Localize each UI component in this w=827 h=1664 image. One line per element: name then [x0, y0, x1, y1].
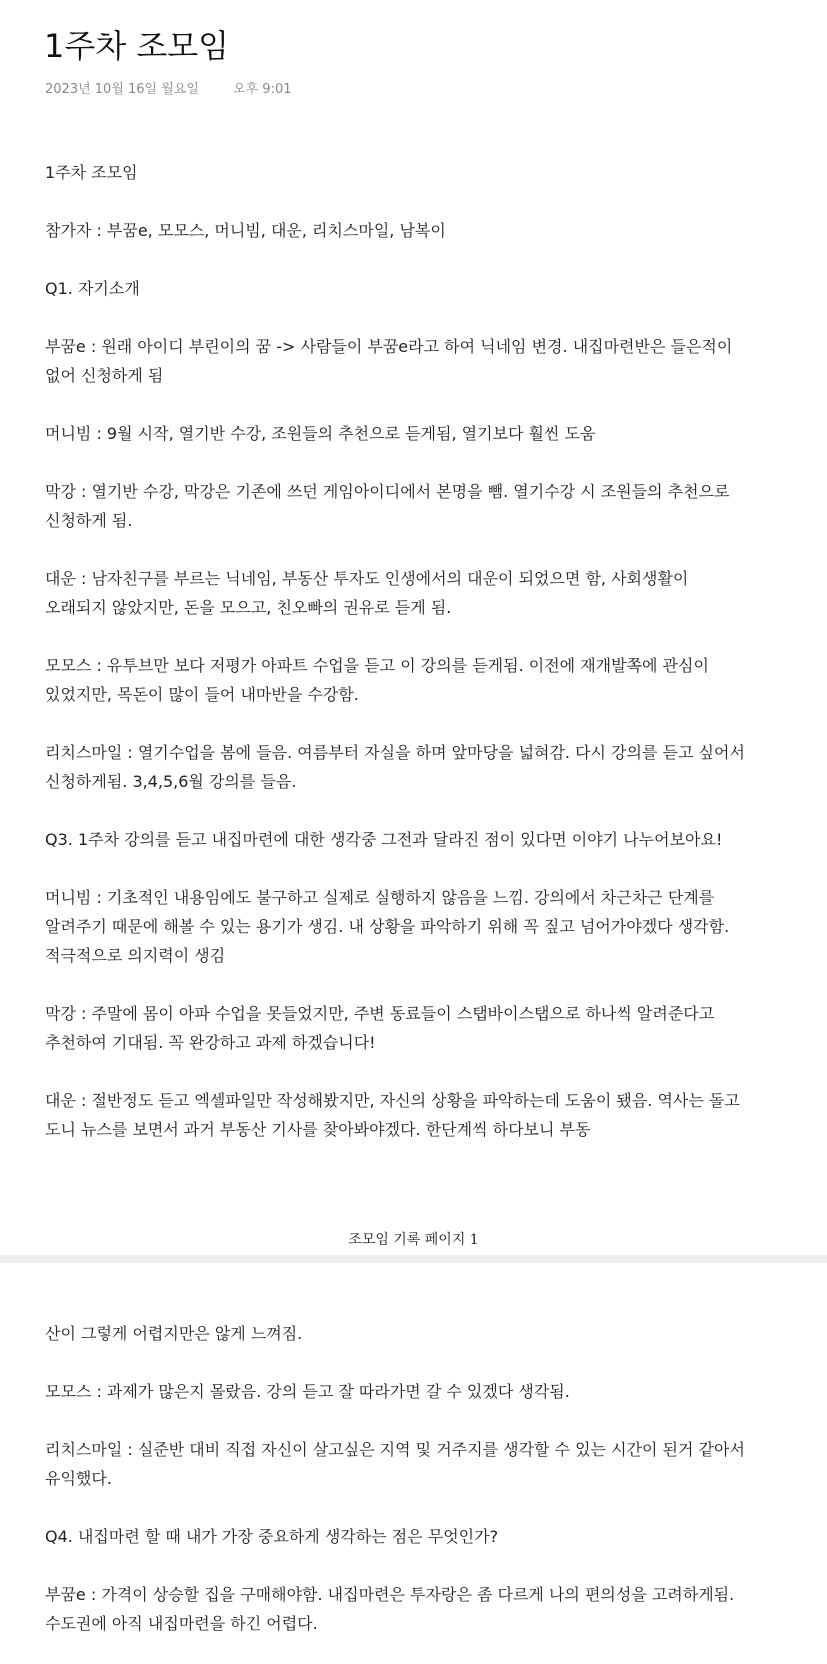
paragraph: 모모스 : 유투브만 보다 저평가 아파트 수업을 듣고 이 강의를 듣게됨. 이전에 재개발쪽에 관심이 있었지만, 목돈이 많이 들어 내마반을 수강함.: [45, 656, 709, 704]
paragraph: 모모스 : 과제가 많은지 몰랐음. 강의 듣고 잘 따라가면 갈 수 있겠다 생각됨.: [45, 1382, 570, 1401]
page-divider: [0, 1255, 827, 1263]
paragraph-question-1: Q1. 자기소개: [45, 279, 140, 298]
page-title: 1주차 조모임: [44, 27, 230, 65]
document-body-page-1: [45, 158, 745, 1173]
paragraph: 대운 : 남자친구를 부르는 닉네임, 부동산 투자도 인생에서의 대운이 되었으면 함, 사회생활이 오래되지 않았지만, 돈을 모으고, 친오빠의 권유로 듣게 됨.: [45, 569, 689, 617]
document-date: 2023년 10월 16일 월요일: [45, 82, 199, 97]
document-page-2: [0, 1263, 827, 1664]
paragraph: 막강 : 열기반 수강, 막강은 기존에 쓰던 게임아이디에서 본명을 뺌. 열기수강 시 조원들의 추천으로 신청하게 됨.: [45, 482, 730, 530]
paragraph: 부꿈e : 원래 아이디 부린이의 꿈 -> 사람들이 부꿈e라고 하여 닉네임 변경. 내집마련반은 들은적이 없어 신청하게 됨: [45, 337, 733, 385]
paragraph: 머니빔 : 기초적인 내용임에도 불구하고 실제로 실행하지 않음을 느낌. 강의에서 차근차근 단계를 알려주기 때문에 해볼 수 있는 용기가 생김. 내 상황을 파악하기 위해 꼭 짚고 넘어가야겠다 생각함. 적극적으로 의지력이 생김: [45, 888, 730, 965]
paragraph: 부꿈e : 가격이 상승할 집을 구매해야함. 내집마련은 투자랑은 좀 다르게 나의 편의성을 고려하게됨. 수도권에 아직 내집마련을 하긴 어렵다.: [45, 1585, 735, 1633]
paragraph: 막강 : 주말에 몸이 아파 수업을 못들었지만, 주변 동료들이 스탭바이스탭으로 하나씩 알려준다고 추천하여 기대됨. 꼭 완강하고 과제 하겠습니다!: [45, 1004, 715, 1052]
paragraph: 리치스마일 : 열기수업을 봄에 들음. 여름부터 자실을 하며 앞마당을 넓혀감. 다시 강의를 듣고 싶어서 신청하게됨. 3,4,5,6월 강의를 들음.: [45, 743, 745, 791]
document-meta: [45, 81, 292, 99]
paragraph: 산이 그렇게 어렵지만은 않게 느껴짐.: [45, 1324, 303, 1343]
page-footer: 조모임 기록 페이지 1: [348, 1232, 479, 1248]
paragraph: 대운 : 절반정도 듣고 엑셀파일만 작성해봤지만, 자신의 상황을 파악하는데 도움이 됐음. 역사는 돌고 도니 뉴스를 보면서 과거 부동산 기사를 찾아봐야겠다. 한단계씩 하다보니 부동: [45, 1091, 740, 1139]
paragraph-participants: 참가자 : 부꿈e, 모모스, 머니빔, 대운, 리치스마일, 남복이: [45, 221, 446, 240]
paragraph-heading: 1주차 조모임: [45, 163, 138, 182]
paragraph-question-3: Q3. 1주차 강의를 듣고 내집마련에 대한 생각중 그전과 달라진 점이 있다면 이야기 나누어보아요!: [45, 830, 723, 849]
paragraph-question-4: Q4. 내집마련 할 때 내가 가장 중요하게 생각하는 점은 무엇인가?: [45, 1527, 499, 1546]
paragraph: 머니빔 : 9월 시작, 열기반 수강, 조원들의 추천으로 듣게됨, 열기보다 훨씬 도움: [45, 424, 596, 443]
paragraph: 리치스마일 : 실준반 대비 직접 자신이 살고싶은 지역 및 거주지를 생각할 수 있는 시간이 된거 같아서 유익했다.: [45, 1440, 745, 1488]
document-body-page-2: [45, 1319, 745, 1664]
document-time: 오후 9:01: [233, 82, 292, 97]
